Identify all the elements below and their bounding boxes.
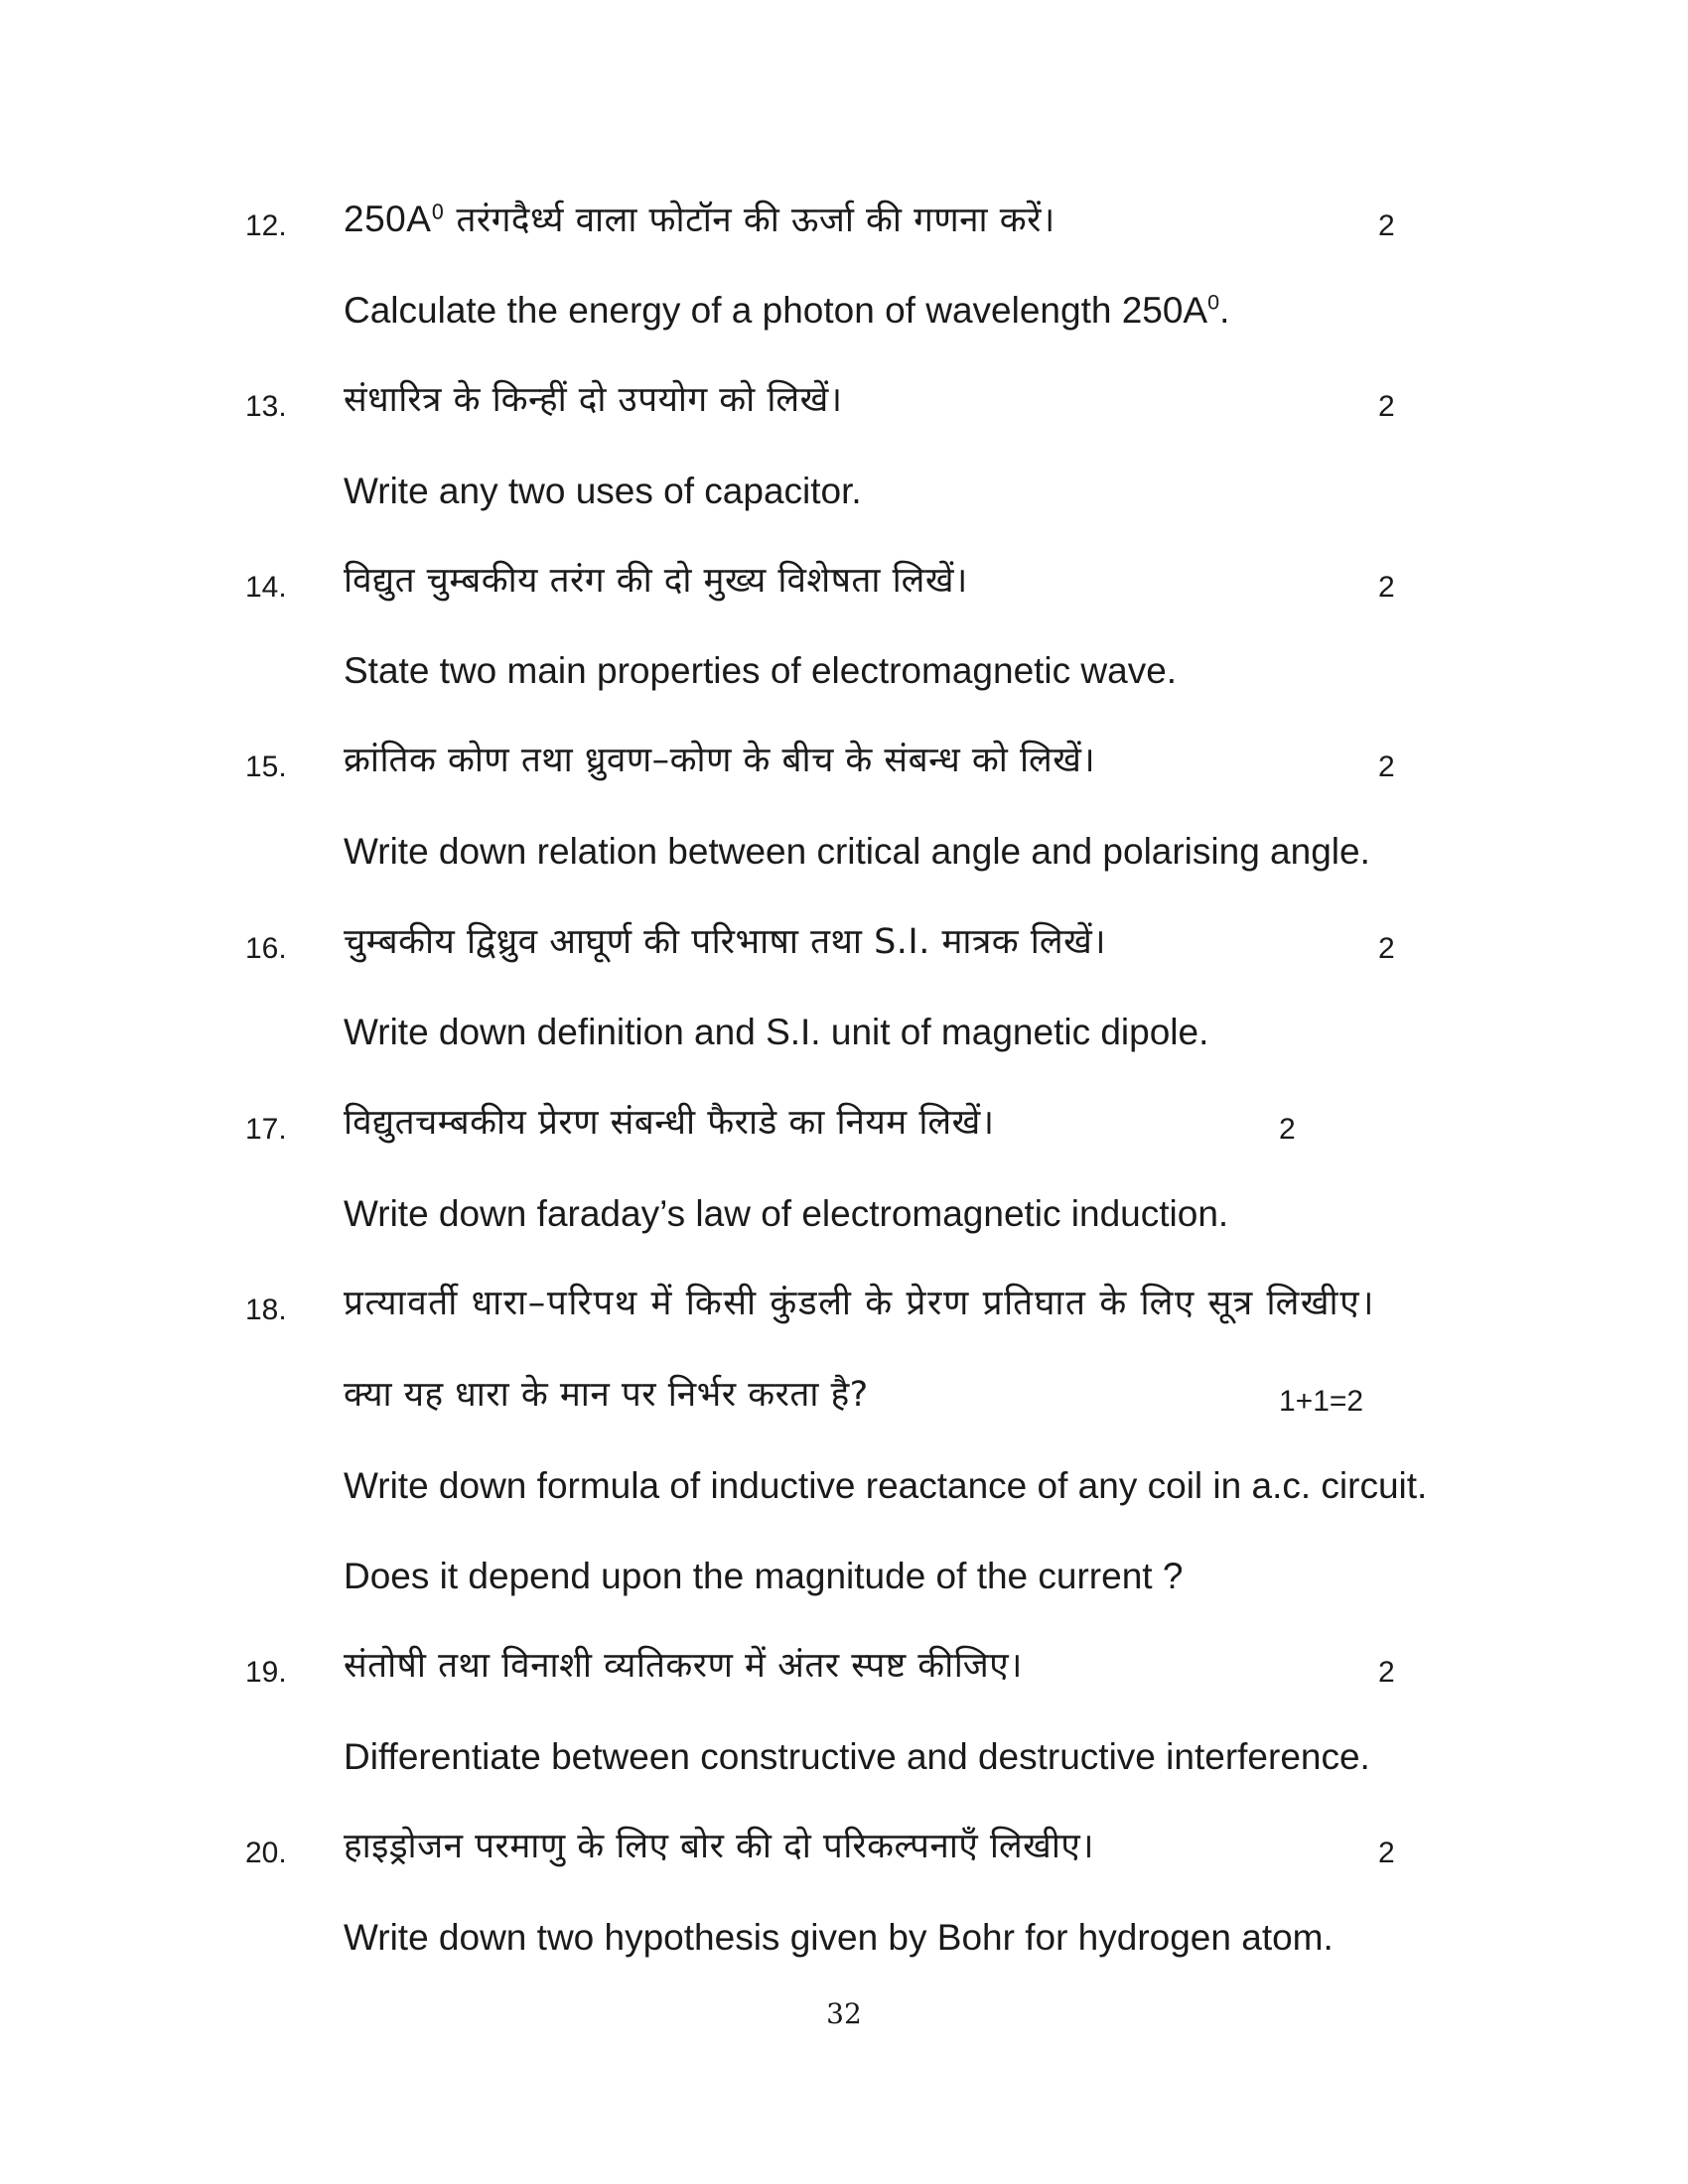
question-number: 17. [245,1113,287,1146]
question-hindi-text: विद्युत चुम्बकीय तरंग की दो मुख्य विशेषता लिखें। [344,561,968,601]
question-english-text: State two main properties of electromagnetic wave. [344,650,1178,691]
question-marks: 2 [1378,751,1395,783]
question-18-hindi-line [0,1281,1688,1360]
question-hindi-text: चुम्बकीय द्विध्रुव आघूर्ण की परिभाषा तथा S.I. मात्रक लिखें। [344,922,1106,962]
question-17-english-line [0,1191,1688,1271]
question-marks: 2 [1378,209,1395,242]
question-marks: 2 [1378,932,1395,965]
question-18-english-line-2 [0,1554,1688,1633]
question-english-text: Write down definition and S.I. unit of magnetic dipole. [344,1012,1209,1052]
question-english-text: Write down formula of inductive reactance of any coil in a.c. circuit. [344,1465,1428,1506]
question-hindi-text: क्रांतिक कोण तथा ध्रुवण–कोण के बीच के संबन्ध को लिखें। [344,741,1096,780]
question-number: 13. [245,390,287,423]
question-16-hindi-line [0,919,1688,999]
question-number: 15. [245,751,287,783]
superscript: 0 [1207,290,1220,315]
question-20-english-line [0,1915,1688,1994]
question-14-hindi-line [0,558,1688,637]
question-marks: 1+1=2 [1279,1385,1364,1418]
question-13-hindi-line [0,377,1688,457]
question-16-english-line [0,1010,1688,1089]
question-hindi-text: $250A^0$ तरंगदैर्ध्य वाला फोटॉन की ऊर्जा की गणना करें। [344,199,1055,240]
question-12-english-line [0,288,1688,367]
question-number: 19. [245,1656,287,1689]
question-number: 20. [245,1837,287,1869]
question-hindi-text: हाइड्रोजन परमाणु के लिए बोर की दो परिकल्पनाएँ लिखीए। [344,1827,1095,1866]
question-12-hindi-line [0,197,1688,276]
question-19-hindi-line [0,1643,1688,1722]
question-17-hindi-line [0,1100,1688,1179]
question-18-hindi-line-2 [0,1372,1688,1451]
question-hindi-text: विद्युतचम्बकीय प्रेरण संबन्धी फैराडे का नियम लिखें। [344,1103,995,1143]
question-english-text-continued: Does it depend upon the magnitude of the current ? [344,1556,1184,1596]
question-marks: 2 [1378,1656,1395,1689]
superscript: 0 [431,200,445,224]
question-english-text: Write down relation between critical angle and polarising angle. [344,831,1370,872]
question-15-english-line [0,829,1688,908]
question-13-english-line [0,469,1688,548]
question-number: 14. [245,571,287,604]
question-number: 16. [245,932,287,965]
question-20-hindi-line [0,1824,1688,1903]
question-number: 12. [245,209,287,242]
question-hindi-text: प्रत्यावर्ती धारा–परिपथ में किसी कुंडली के प्रेरण प्रतिघात के लिए सूत्र लिखीए। [344,1284,1376,1323]
question-18-english-line [0,1463,1688,1543]
question-number: 18. [245,1294,287,1326]
question-hindi-text-continued: क्या यह धारा के मान पर निर्भर करता है? [344,1375,869,1415]
question-hindi-text: संधारित्र के किन्हीं दो उपयोग को लिखें। [344,380,843,420]
question-english-text: Calculate the energy of a photon of wavelength $250A^0$. [344,290,1230,331]
question-marks: 2 [1378,1837,1395,1869]
question-marks: 2 [1279,1113,1296,1146]
question-14-english-line [0,648,1688,728]
question-english-text: Write any two uses of capacitor. [344,471,862,511]
question-english-text: Write down two hypothesis given by Bohr for hydrogen atom. [344,1917,1334,1958]
question-english-text: Write down faraday’s law of electromagnetic induction. [344,1193,1229,1234]
question-19-english-line [0,1734,1688,1814]
question-marks: 2 [1378,571,1395,604]
question-marks: 2 [1378,390,1395,423]
question-hindi-text: संतोषी तथा विनाशी व्यतिकरण में अंतर स्पष्ट कीजिए। [344,1646,1023,1686]
question-15-hindi-line [0,738,1688,817]
page-number: 32 [826,1997,862,2030]
question-english-text: Differentiate between constructive and destructive interference. [344,1736,1370,1777]
